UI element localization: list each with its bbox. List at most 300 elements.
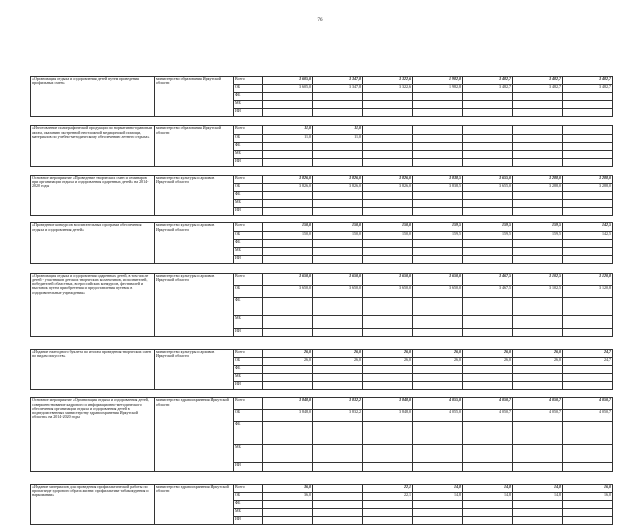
amount-cell: 3 650,0 xyxy=(313,285,363,297)
amount-cell: 26,0 xyxy=(463,349,513,357)
amount-cell xyxy=(263,382,313,390)
amount-cell: 3 826,0 xyxy=(363,184,413,192)
amount-cell xyxy=(263,500,313,508)
amount-cell xyxy=(363,508,413,516)
amount-cell xyxy=(263,109,313,117)
amount-cell: 3 482,7 xyxy=(513,85,563,93)
funding-source-label: ИИ xyxy=(234,516,263,524)
funding-source-label: Всего xyxy=(234,398,263,410)
amount-cell: 14,8 xyxy=(413,492,463,500)
amount-cell xyxy=(263,142,313,150)
amount-cell xyxy=(363,150,413,158)
amount-cell xyxy=(313,192,363,200)
amount-cell xyxy=(313,366,363,374)
amount-cell xyxy=(463,134,513,142)
amount-cell xyxy=(263,239,313,247)
funding-source-label: МБ xyxy=(234,247,263,255)
table-row xyxy=(31,223,613,231)
amount-cell xyxy=(563,101,613,109)
amount-cell xyxy=(463,422,513,445)
amount-cell xyxy=(513,158,563,166)
amount-cell xyxy=(563,142,613,150)
funding-source-label: Всего xyxy=(234,223,263,231)
amount-cell xyxy=(513,150,563,158)
amount-cell: 150,0 xyxy=(363,231,413,239)
amount-cell xyxy=(563,374,613,382)
amount-cell xyxy=(313,315,363,328)
amount-cell xyxy=(363,445,413,463)
amount-cell xyxy=(463,126,513,134)
funding-source-label: МБ xyxy=(234,101,263,109)
amount-cell xyxy=(363,247,413,255)
amount-cell: 26,0 xyxy=(513,358,563,366)
amount-cell xyxy=(513,516,563,524)
amount-cell xyxy=(413,508,463,516)
amount-cell: 3 826,0 xyxy=(263,184,313,192)
amount-cell xyxy=(463,297,513,315)
amount-cell xyxy=(313,484,363,492)
funding-source-label: ИИ xyxy=(234,382,263,390)
amount-cell xyxy=(363,192,413,200)
funding-source-label: ИИ xyxy=(234,208,263,216)
amount-cell xyxy=(413,158,463,166)
amount-cell: 3 650,0 xyxy=(363,285,413,297)
amount-cell: 3 467,5 xyxy=(463,273,513,285)
amount-cell xyxy=(513,101,563,109)
amount-cell: 3 102,5 xyxy=(513,273,563,285)
amount-cell: 3 838,5 xyxy=(413,184,463,192)
activity-executor: министерство образования Иркутской области xyxy=(155,126,234,166)
amount-cell xyxy=(363,208,413,216)
amount-cell xyxy=(313,101,363,109)
table-row xyxy=(31,77,613,85)
page-number: 76 xyxy=(317,18,323,23)
amount-cell: 4 050,7 xyxy=(463,410,513,422)
amount-cell xyxy=(413,463,463,471)
amount-cell: 26,0 xyxy=(313,358,363,366)
activity-name: «Издание ежегодного буклета по итогам проведения творческих смен по видам искусств» xyxy=(31,349,155,389)
funding-source-label: ФБ xyxy=(234,500,263,508)
amount-cell xyxy=(463,142,513,150)
amount-cell xyxy=(413,516,463,524)
table-row xyxy=(31,484,613,492)
amount-cell xyxy=(563,500,613,508)
amount-cell xyxy=(413,445,463,463)
amount-cell xyxy=(363,109,413,117)
amount-cell: 4 050,7 xyxy=(463,398,513,410)
amount-cell: 150,0 xyxy=(263,231,313,239)
activity-executor: министерство здравоохранения Иркутской области xyxy=(155,398,234,471)
amount-cell xyxy=(413,255,463,263)
amount-cell: 14,8 xyxy=(463,492,513,500)
amount-cell: 22,1 xyxy=(363,492,413,500)
amount-cell xyxy=(463,463,513,471)
amount-cell: 3 826,0 xyxy=(313,175,363,183)
activity-name: «Организация отдыха и оздоровления одаренных детей, в том числе детей - участников детских творческих коллективов, исполнителей, победителей областных, всероссийских конкурсов, фестивалей и выставок путем приобретения и предоставления путевок в оздоровительные учреждения» xyxy=(31,273,155,336)
amount-cell: 150,0 xyxy=(263,223,313,231)
amount-cell xyxy=(313,200,363,208)
amount-cell xyxy=(363,93,413,101)
amount-cell xyxy=(563,126,613,134)
amount-cell xyxy=(313,328,363,336)
amount-cell xyxy=(513,422,563,445)
amount-cell: 150,0 xyxy=(313,231,363,239)
amount-cell xyxy=(413,328,463,336)
funding-source-label: ОБ xyxy=(234,134,263,142)
amount-cell xyxy=(413,500,463,508)
amount-cell xyxy=(513,208,563,216)
amount-cell: 3 655,0 xyxy=(463,175,513,183)
amount-cell: 3 838,5 xyxy=(413,175,463,183)
funding-source-label: ФБ xyxy=(234,366,263,374)
amount-cell: 3 848,0 xyxy=(363,410,413,422)
amount-cell xyxy=(363,158,413,166)
amount-cell: 3 322,6 xyxy=(363,77,413,85)
amount-cell xyxy=(413,382,463,390)
amount-cell: 22,1 xyxy=(363,484,413,492)
amount-cell xyxy=(563,366,613,374)
funding-source-label: Всего xyxy=(234,77,263,85)
amount-cell xyxy=(513,142,563,150)
funding-source-label: ОБ xyxy=(234,231,263,239)
amount-cell xyxy=(263,208,313,216)
amount-cell: 26,0 xyxy=(363,358,413,366)
amount-cell xyxy=(563,158,613,166)
amount-cell xyxy=(363,463,413,471)
amount-cell xyxy=(513,200,563,208)
activity-executor: министерство культуры и архивов Иркутской области xyxy=(155,273,234,336)
budget-body xyxy=(31,77,613,525)
amount-cell xyxy=(313,500,363,508)
amount-cell xyxy=(263,247,313,255)
amount-cell: 3 482,7 xyxy=(563,85,613,93)
amount-cell xyxy=(263,255,313,263)
amount-cell: 4 050,7 xyxy=(513,410,563,422)
amount-cell: 3 650,0 xyxy=(263,285,313,297)
amount-cell: 3 650,0 xyxy=(413,273,463,285)
amount-cell xyxy=(413,200,463,208)
activity-name: «Организация отдыха и оздоровления детей путем проведения профильных смен» xyxy=(31,77,155,117)
amount-cell xyxy=(463,247,513,255)
amount-cell xyxy=(363,134,413,142)
activity-name: Основное мероприятие «Проведение творческих смен и семинаров при организации отдыха и оздоровления одаренных детей» на 2014-2020 годы xyxy=(31,175,155,215)
amount-cell xyxy=(463,445,513,463)
amount-cell xyxy=(513,255,563,263)
amount-cell xyxy=(263,422,313,445)
amount-cell: 3 650,0 xyxy=(413,285,463,297)
amount-cell xyxy=(363,200,413,208)
amount-cell: 26,0 xyxy=(413,349,463,357)
amount-cell xyxy=(513,445,563,463)
amount-cell xyxy=(513,328,563,336)
funding-source-label: ОБ xyxy=(234,85,263,93)
amount-cell xyxy=(463,208,513,216)
amount-cell xyxy=(563,208,613,216)
amount-cell xyxy=(413,134,463,142)
amount-cell: 3 605,0 xyxy=(263,77,313,85)
amount-cell: 3 848,0 xyxy=(363,398,413,410)
budget-table xyxy=(30,76,613,525)
funding-source-label: МБ xyxy=(234,445,263,463)
amount-cell xyxy=(313,422,363,445)
amount-cell xyxy=(463,109,513,117)
table-row xyxy=(31,398,613,410)
funding-source-label: ОБ xyxy=(234,492,263,500)
amount-cell xyxy=(413,126,463,134)
amount-cell xyxy=(463,150,513,158)
funding-source-label: МБ xyxy=(234,150,263,158)
amount-cell xyxy=(513,247,563,255)
amount-cell xyxy=(513,192,563,200)
amount-cell: 11,0 xyxy=(263,134,313,142)
amount-cell xyxy=(413,297,463,315)
amount-cell: 26,0 xyxy=(363,349,413,357)
amount-cell: 24,7 xyxy=(563,358,613,366)
amount-cell: 3 655,0 xyxy=(463,184,513,192)
amount-cell: 4 055,0 xyxy=(413,410,463,422)
funding-source-label: ФБ xyxy=(234,239,263,247)
amount-cell xyxy=(513,109,563,117)
spacer-row xyxy=(31,263,613,273)
amount-cell xyxy=(313,508,363,516)
amount-cell xyxy=(263,297,313,315)
amount-cell: 159,5 xyxy=(513,231,563,239)
amount-cell xyxy=(413,142,463,150)
amount-cell xyxy=(563,239,613,247)
amount-cell xyxy=(313,255,363,263)
amount-cell xyxy=(563,422,613,445)
amount-cell xyxy=(463,200,513,208)
amount-cell xyxy=(263,192,313,200)
amount-cell xyxy=(263,516,313,524)
amount-cell: 3 650,0 xyxy=(313,273,363,285)
spacer-row xyxy=(31,166,613,175)
amount-cell xyxy=(563,445,613,463)
amount-cell: 4 055,0 xyxy=(413,398,463,410)
amount-cell: 3 848,0 xyxy=(263,410,313,422)
amount-cell xyxy=(513,297,563,315)
funding-source-label: ОБ xyxy=(234,410,263,422)
amount-cell xyxy=(363,328,413,336)
amount-cell xyxy=(363,255,413,263)
activity-name: «Проведение конкурсов воспитательных программ обеспечения отдыха и оздоровления детей» xyxy=(31,223,155,263)
activity-executor: министерство образования Иркутской области xyxy=(155,77,234,117)
amount-cell xyxy=(363,126,413,134)
funding-source-label: ОБ xyxy=(234,184,263,192)
amount-cell xyxy=(463,239,513,247)
activity-name: Основное мероприятие «Организация отдыха и оздоровления детей, совершенствование кадрового и информационно-методического обеспечения организации отдыха и оздоровления детей в подведомственных министерству здравоохранения Иркутской области» на 2014-2020 годы xyxy=(31,398,155,471)
amount-cell xyxy=(263,200,313,208)
amount-cell: 3 650,0 xyxy=(263,273,313,285)
amount-cell xyxy=(513,93,563,101)
amount-cell: 3 322,6 xyxy=(363,85,413,93)
funding-source-label: ИИ xyxy=(234,158,263,166)
amount-cell: 3 482,7 xyxy=(463,85,513,93)
activity-name: «Изготовление полиграфической продукции по нормативно-правовым актам, оказанию экстренной неотложной медицинской помощи, материалов по учебно-методическому обеспечению летнего отдыха» xyxy=(31,126,155,166)
funding-source-label: Всего xyxy=(234,126,263,134)
funding-source-label: ФБ xyxy=(234,93,263,101)
amount-cell: 159,5 xyxy=(463,223,513,231)
funding-source-label: МБ xyxy=(234,315,263,328)
amount-cell: 3 102,5 xyxy=(513,285,563,297)
amount-cell: 3 288,0 xyxy=(563,184,613,192)
amount-cell: 3 605,0 xyxy=(263,85,313,93)
funding-source-label: ИИ xyxy=(234,463,263,471)
amount-cell xyxy=(313,463,363,471)
funding-source-label: ФБ xyxy=(234,297,263,315)
amount-cell xyxy=(563,255,613,263)
amount-cell: 142,5 xyxy=(563,223,613,231)
amount-cell: 14,8 xyxy=(513,492,563,500)
funding-source-label: ФБ xyxy=(234,142,263,150)
amount-cell: 26,0 xyxy=(263,349,313,357)
amount-cell xyxy=(263,508,313,516)
amount-cell xyxy=(363,500,413,508)
activity-executor: министерство культуры и архивов Иркутской области xyxy=(155,349,234,389)
spacer-row xyxy=(31,216,613,223)
amount-cell xyxy=(263,463,313,471)
amount-cell xyxy=(563,315,613,328)
amount-cell xyxy=(313,93,363,101)
amount-cell xyxy=(563,516,613,524)
amount-cell xyxy=(563,463,613,471)
amount-cell xyxy=(463,508,513,516)
amount-cell xyxy=(563,200,613,208)
amount-cell: 4 050,7 xyxy=(563,398,613,410)
amount-cell xyxy=(263,101,313,109)
amount-cell: 3 347,8 xyxy=(313,85,363,93)
amount-cell: 159,5 xyxy=(513,223,563,231)
spacer-row xyxy=(31,390,613,398)
amount-cell xyxy=(513,315,563,328)
amount-cell xyxy=(263,328,313,336)
amount-cell: 159,5 xyxy=(413,223,463,231)
amount-cell xyxy=(263,150,313,158)
amount-cell xyxy=(463,382,513,390)
amount-cell xyxy=(413,101,463,109)
amount-cell xyxy=(413,374,463,382)
amount-cell xyxy=(563,134,613,142)
amount-cell: 1 982,8 xyxy=(413,77,463,85)
amount-cell: 11,0 xyxy=(313,134,363,142)
amount-cell: 4 050,7 xyxy=(513,398,563,410)
amount-cell xyxy=(263,374,313,382)
funding-source-label: ОБ xyxy=(234,285,263,297)
amount-cell xyxy=(363,239,413,247)
amount-cell xyxy=(513,126,563,134)
amount-cell xyxy=(413,422,463,445)
amount-cell xyxy=(463,192,513,200)
amount-cell xyxy=(513,134,563,142)
amount-cell: 26,0 xyxy=(263,358,313,366)
funding-source-label: МБ xyxy=(234,200,263,208)
amount-cell xyxy=(313,142,363,150)
amount-cell: 3 832,2 xyxy=(313,398,363,410)
amount-cell: 3 288,0 xyxy=(513,184,563,192)
amount-cell: 14,8 xyxy=(413,484,463,492)
amount-cell: 3 482,7 xyxy=(563,77,613,85)
amount-cell: 36,0 xyxy=(263,492,313,500)
funding-source-label: ИИ xyxy=(234,328,263,336)
amount-cell xyxy=(563,109,613,117)
amount-cell: 3 832,2 xyxy=(313,410,363,422)
amount-cell xyxy=(513,239,563,247)
amount-cell xyxy=(313,208,363,216)
spacer-row xyxy=(31,336,613,349)
amount-cell: 26,0 xyxy=(313,349,363,357)
amount-cell: 3 848,0 xyxy=(263,398,313,410)
amount-cell: 142,5 xyxy=(563,231,613,239)
amount-cell xyxy=(413,247,463,255)
amount-cell xyxy=(363,516,413,524)
amount-cell xyxy=(313,150,363,158)
amount-cell: 3 482,7 xyxy=(463,77,513,85)
amount-cell xyxy=(513,382,563,390)
funding-source-label: ОБ xyxy=(234,358,263,366)
amount-cell xyxy=(463,158,513,166)
amount-cell: 24,7 xyxy=(563,349,613,357)
funding-source-label: ИИ xyxy=(234,255,263,263)
amount-cell xyxy=(363,382,413,390)
funding-source-label: Всего xyxy=(234,273,263,285)
amount-cell xyxy=(563,150,613,158)
amount-cell xyxy=(463,93,513,101)
amount-cell xyxy=(563,192,613,200)
funding-source-label: ФБ xyxy=(234,192,263,200)
amount-cell xyxy=(463,500,513,508)
amount-cell: 3 482,7 xyxy=(513,77,563,85)
amount-cell: 16,0 xyxy=(563,492,613,500)
amount-cell xyxy=(513,374,563,382)
amount-cell xyxy=(363,366,413,374)
amount-cell: 3 347,8 xyxy=(313,77,363,85)
amount-cell: 3 826,0 xyxy=(313,184,363,192)
amount-cell xyxy=(563,297,613,315)
amount-cell xyxy=(313,492,363,500)
amount-cell xyxy=(463,366,513,374)
funding-source-label: МБ xyxy=(234,508,263,516)
activity-executor: министерство культуры и архивов Иркутской области xyxy=(155,175,234,215)
amount-cell xyxy=(463,516,513,524)
amount-cell xyxy=(563,382,613,390)
funding-source-label: ИИ xyxy=(234,109,263,117)
amount-cell: 150,0 xyxy=(313,223,363,231)
amount-cell xyxy=(263,315,313,328)
amount-cell: 11,0 xyxy=(263,126,313,134)
amount-cell: 1 982,8 xyxy=(413,85,463,93)
funding-source-label: Всего xyxy=(234,349,263,357)
amount-cell: 14,8 xyxy=(513,484,563,492)
amount-cell xyxy=(263,366,313,374)
amount-cell xyxy=(463,255,513,263)
amount-cell: 26,0 xyxy=(463,358,513,366)
amount-cell xyxy=(513,500,563,508)
funding-source-label: Всего xyxy=(234,175,263,183)
amount-cell: 3 288,0 xyxy=(513,175,563,183)
amount-cell xyxy=(563,508,613,516)
activity-executor: министерство культуры и архивов Иркутской области xyxy=(155,223,234,263)
amount-cell: 3 650,0 xyxy=(363,273,413,285)
amount-cell xyxy=(513,463,563,471)
amount-cell: 159,5 xyxy=(463,231,513,239)
amount-cell: 3 288,0 xyxy=(563,175,613,183)
amount-cell xyxy=(413,208,463,216)
amount-cell xyxy=(413,315,463,328)
amount-cell xyxy=(413,239,463,247)
amount-cell xyxy=(313,109,363,117)
amount-cell: 3 120,8 xyxy=(563,285,613,297)
amount-cell: 159,5 xyxy=(413,231,463,239)
